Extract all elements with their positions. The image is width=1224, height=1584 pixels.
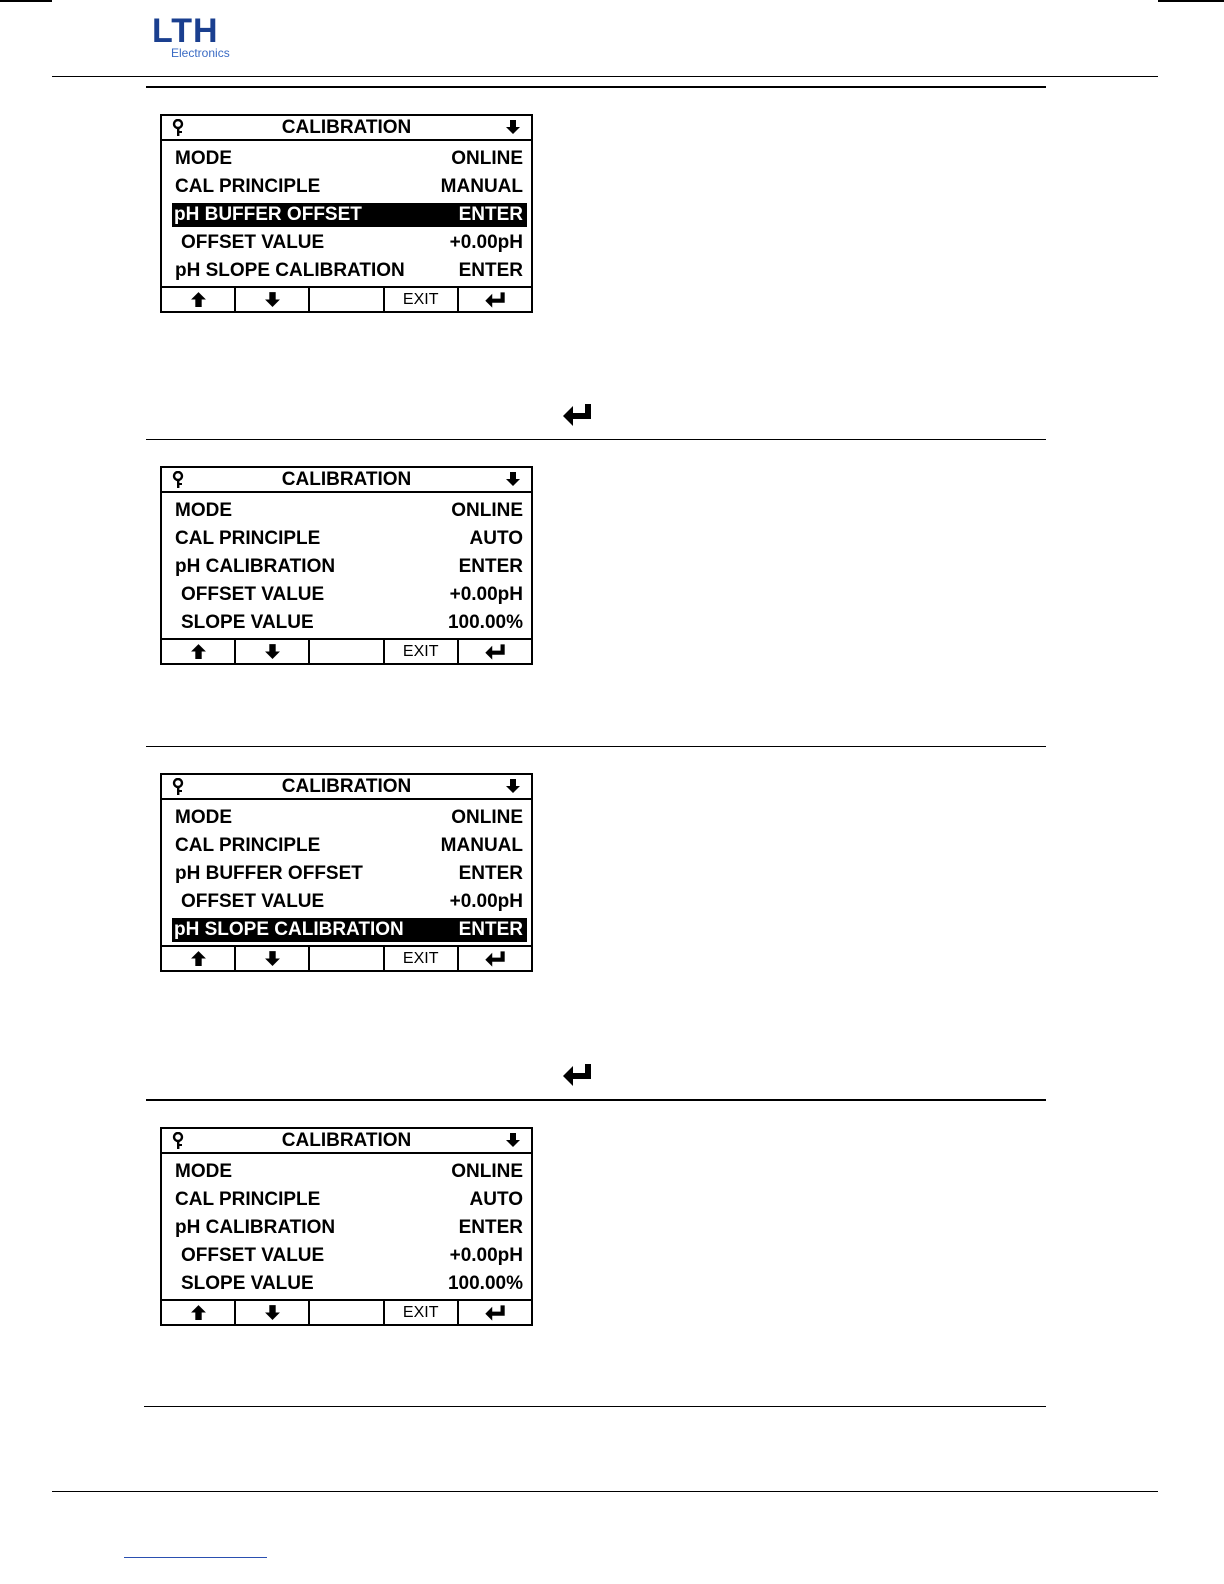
up-arrow-icon bbox=[190, 643, 207, 660]
menu-row-label: OFFSET VALUE bbox=[181, 232, 325, 253]
lcd-title: CALIBRATION bbox=[281, 776, 412, 797]
menu-row-value: +0.00pH bbox=[449, 232, 523, 253]
menu-row[interactable] bbox=[172, 1216, 527, 1240]
softkey-blank-button[interactable] bbox=[310, 1301, 384, 1324]
section-rule-5 bbox=[144, 1406, 1046, 1407]
menu-row-label: OFFSET VALUE bbox=[181, 584, 325, 605]
softkey-exit-label: EXIT bbox=[402, 1303, 439, 1321]
menu-row-label: pH SLOPE CALIBRATION bbox=[174, 919, 404, 940]
down-arrow-icon bbox=[264, 291, 281, 308]
softkey-down-button[interactable] bbox=[236, 288, 310, 311]
softkey-blank-button[interactable] bbox=[310, 947, 384, 970]
menu-row[interactable] bbox=[172, 555, 527, 579]
softkey-exit-button[interactable] bbox=[385, 640, 459, 663]
menu-row-value: +0.00pH bbox=[449, 1245, 523, 1266]
menu-row[interactable] bbox=[172, 1272, 527, 1296]
softkey-bar bbox=[162, 945, 531, 970]
menu-row[interactable] bbox=[172, 834, 527, 858]
footer-rule bbox=[52, 1491, 1158, 1492]
menu-row-label: CAL PRINCIPLE bbox=[175, 176, 321, 197]
lcd-panel bbox=[160, 1127, 533, 1326]
lcd-title: CALIBRATION bbox=[281, 469, 412, 490]
menu-row[interactable] bbox=[172, 1160, 527, 1184]
menu-row[interactable] bbox=[172, 231, 527, 255]
menu-row-value: +0.00pH bbox=[449, 891, 523, 912]
enter-icon bbox=[483, 643, 507, 661]
enter-icon bbox=[483, 1304, 507, 1322]
enter-icon bbox=[561, 1062, 593, 1088]
down-arrow-icon bbox=[505, 1132, 521, 1148]
softkey-bar bbox=[162, 286, 531, 311]
menu-row-label: pH CALIBRATION bbox=[175, 1217, 336, 1238]
enter-icon bbox=[483, 950, 507, 968]
lcd-title-bar bbox=[162, 468, 531, 493]
menu-row-label: pH BUFFER OFFSET bbox=[175, 863, 363, 884]
brand-logo bbox=[152, 14, 242, 64]
menu-row-value: ENTER bbox=[458, 1217, 523, 1238]
menu-row-label: CAL PRINCIPLE bbox=[175, 528, 321, 549]
menu-row[interactable] bbox=[172, 1244, 527, 1268]
section-rule-1 bbox=[146, 86, 1046, 88]
softkey-bar bbox=[162, 1299, 531, 1324]
down-arrow-icon bbox=[264, 950, 281, 967]
softkey-exit-label: EXIT bbox=[402, 949, 439, 967]
menu-row[interactable] bbox=[172, 259, 527, 283]
down-arrow-icon bbox=[505, 119, 521, 135]
menu-row-label: CAL PRINCIPLE bbox=[175, 835, 321, 856]
menu-row-value: MANUAL bbox=[440, 835, 523, 856]
menu-row[interactable] bbox=[172, 1188, 527, 1212]
menu-row-label: SLOPE VALUE bbox=[181, 1273, 314, 1294]
menu-row-value: AUTO bbox=[469, 528, 523, 549]
menu-row-selected[interactable] bbox=[172, 203, 527, 227]
down-arrow-icon bbox=[505, 778, 521, 794]
softkey-exit-button[interactable] bbox=[385, 1301, 459, 1324]
menu-row[interactable] bbox=[172, 611, 527, 635]
menu-row[interactable] bbox=[172, 862, 527, 886]
lcd-title-bar bbox=[162, 116, 531, 141]
menu-row-label: MODE bbox=[175, 807, 232, 828]
menu-row-value: +0.00pH bbox=[449, 584, 523, 605]
menu-row[interactable] bbox=[172, 583, 527, 607]
menu-row-value: ENTER bbox=[458, 919, 523, 940]
softkey-exit-button[interactable] bbox=[385, 288, 459, 311]
menu-row-value: 100.00% bbox=[447, 1273, 523, 1294]
logo-sub-text: Electronics bbox=[171, 46, 230, 60]
menu-row-value: ENTER bbox=[458, 556, 523, 577]
softkey-exit-label: EXIT bbox=[402, 642, 439, 660]
lcd-panel bbox=[160, 466, 533, 665]
softkey-down-button[interactable] bbox=[236, 947, 310, 970]
enter-icon bbox=[561, 402, 593, 428]
softkey-enter-button[interactable] bbox=[459, 640, 531, 663]
softkey-exit-button[interactable] bbox=[385, 947, 459, 970]
menu-row-value: ENTER bbox=[458, 863, 523, 884]
softkey-down-button[interactable] bbox=[236, 640, 310, 663]
menu-row-label: MODE bbox=[175, 1161, 232, 1182]
softkey-up-button[interactable] bbox=[162, 288, 236, 311]
menu-row[interactable] bbox=[172, 175, 527, 199]
up-arrow-icon bbox=[190, 950, 207, 967]
menu-row-value: ONLINE bbox=[451, 1161, 523, 1182]
menu-row-value: ENTER bbox=[458, 204, 523, 225]
menu-row[interactable] bbox=[172, 499, 527, 523]
menu-row-label: MODE bbox=[175, 500, 232, 521]
softkey-up-button[interactable] bbox=[162, 640, 236, 663]
menu-row-selected[interactable] bbox=[172, 918, 527, 942]
section-rule-4 bbox=[146, 1099, 1046, 1101]
lcd-title-bar bbox=[162, 775, 531, 800]
down-arrow-icon bbox=[505, 471, 521, 487]
section-rule-3 bbox=[146, 746, 1046, 747]
menu-row-label: pH BUFFER OFFSET bbox=[174, 204, 362, 225]
menu-row-label: SLOPE VALUE bbox=[181, 612, 314, 633]
softkey-up-button[interactable] bbox=[162, 947, 236, 970]
logo-main-text: LTH bbox=[152, 12, 219, 50]
section-rule-2 bbox=[146, 439, 1046, 440]
menu-row-label: CAL PRINCIPLE bbox=[175, 1189, 321, 1210]
menu-row-label: OFFSET VALUE bbox=[181, 891, 325, 912]
menu-row-value: ONLINE bbox=[451, 807, 523, 828]
softkey-blank-button[interactable] bbox=[310, 288, 384, 311]
softkey-blank-button[interactable] bbox=[310, 640, 384, 663]
menu-row[interactable] bbox=[172, 147, 527, 171]
menu-row-value: ENTER bbox=[458, 260, 523, 281]
menu-row-label: OFFSET VALUE bbox=[181, 1245, 325, 1266]
lcd-panel bbox=[160, 114, 533, 313]
lcd-title: CALIBRATION bbox=[281, 1130, 412, 1151]
menu-row-value: MANUAL bbox=[440, 176, 523, 197]
up-arrow-icon bbox=[190, 1304, 207, 1321]
softkey-enter-button[interactable] bbox=[459, 947, 531, 970]
softkey-down-button[interactable] bbox=[236, 1301, 310, 1324]
softkey-exit-label: EXIT bbox=[402, 290, 439, 308]
footer-link-underline bbox=[124, 1557, 267, 1558]
menu-row[interactable] bbox=[172, 806, 527, 830]
down-arrow-icon bbox=[264, 643, 281, 660]
lcd-title-bar bbox=[162, 1129, 531, 1154]
lcd-title: CALIBRATION bbox=[281, 117, 412, 138]
up-arrow-icon bbox=[190, 291, 207, 308]
menu-row-label: pH CALIBRATION bbox=[175, 556, 336, 577]
menu-row-value: ONLINE bbox=[451, 500, 523, 521]
down-arrow-icon bbox=[264, 1304, 281, 1321]
enter-icon bbox=[483, 291, 507, 309]
softkey-up-button[interactable] bbox=[162, 1301, 236, 1324]
softkey-enter-button[interactable] bbox=[459, 288, 531, 311]
menu-row-label: MODE bbox=[175, 148, 232, 169]
corner-mark-left bbox=[0, 0, 52, 2]
menu-row-value: AUTO bbox=[469, 1189, 523, 1210]
menu-row[interactable] bbox=[172, 527, 527, 551]
menu-row-value: ONLINE bbox=[451, 148, 523, 169]
menu-row-label: pH SLOPE CALIBRATION bbox=[175, 260, 405, 281]
header-rule bbox=[52, 76, 1158, 77]
softkey-enter-button[interactable] bbox=[459, 1301, 531, 1324]
corner-mark-right bbox=[1158, 0, 1224, 2]
menu-row-value: 100.00% bbox=[447, 612, 523, 633]
menu-row[interactable] bbox=[172, 890, 527, 914]
softkey-bar bbox=[162, 638, 531, 663]
lcd-panel bbox=[160, 773, 533, 972]
